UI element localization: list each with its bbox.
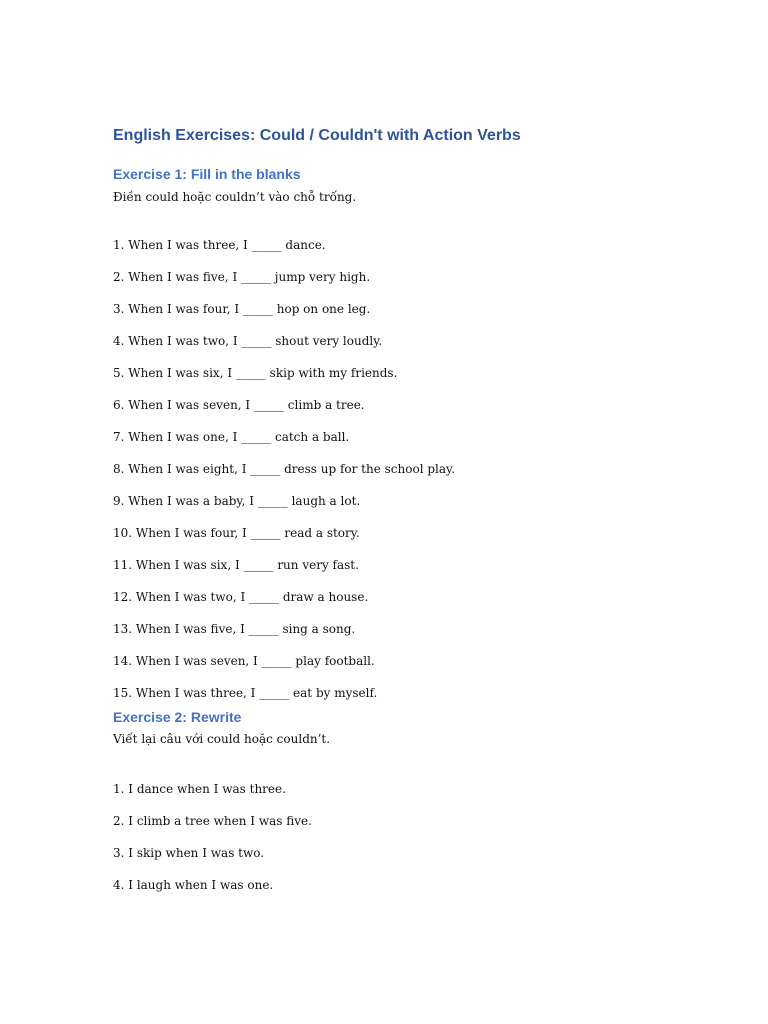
- exercise-1-list: [113, 235, 673, 707]
- list-item: 15. When I was three, I _____ eat by myself.: [113, 686, 378, 700]
- exercise-2-heading: Exercise 2: Rewrite: [113, 709, 242, 725]
- list-item: 11. When I was six, I _____ run very fast.: [113, 558, 359, 572]
- list-item: 2. When I was five, I _____ jump very high.: [113, 270, 371, 284]
- list-item: 4. I laugh when I was one.: [113, 878, 274, 892]
- list-item: 12. When I was two, I _____ draw a house.: [113, 590, 369, 604]
- list-item: 6. When I was seven, I _____ climb a tree.: [113, 398, 365, 412]
- list-item: 14. When I was seven, I _____ play football.: [113, 654, 375, 668]
- exercise-1: [113, 164, 673, 707]
- document-page: [113, 124, 673, 907]
- list-item: 2. I climb a tree when I was five.: [113, 814, 312, 828]
- list-item: 3. When I was four, I _____ hop on one leg.: [113, 302, 371, 316]
- list-item: 13. When I was five, I _____ sing a song.: [113, 622, 356, 636]
- exercise-2: [113, 707, 673, 907]
- list-item: 3. I skip when I was two.: [113, 846, 265, 860]
- exercise-1-heading: Exercise 1: Fill in the blanks: [113, 166, 301, 182]
- list-item: 1. I dance when I was three.: [113, 782, 286, 796]
- list-item: 10. When I was four, I _____ read a story.: [113, 526, 360, 540]
- list-item: 9. When I was a baby, I _____ laugh a lot.: [113, 494, 361, 508]
- list-item: 4. When I was two, I _____ shout very loudly.: [113, 334, 383, 348]
- list-item: 1. When I was three, I _____ dance.: [113, 238, 326, 252]
- list-item: 7. When I was one, I _____ catch a ball.: [113, 430, 350, 444]
- list-item: 8. When I was eight, I _____ dress up for the school play.: [113, 462, 456, 476]
- exercise-2-instruction: Viết lại câu với could hoặc couldn’t.: [113, 732, 331, 746]
- document-title: English Exercises: Could / Couldn't with Action Verbs: [113, 127, 521, 144]
- exercise-1-instruction: Điền could hoặc couldn’t vào chỗ trống.: [113, 190, 357, 204]
- exercise-2-list: [113, 779, 673, 907]
- list-item: 5. When I was six, I _____ skip with my friends.: [113, 366, 398, 380]
